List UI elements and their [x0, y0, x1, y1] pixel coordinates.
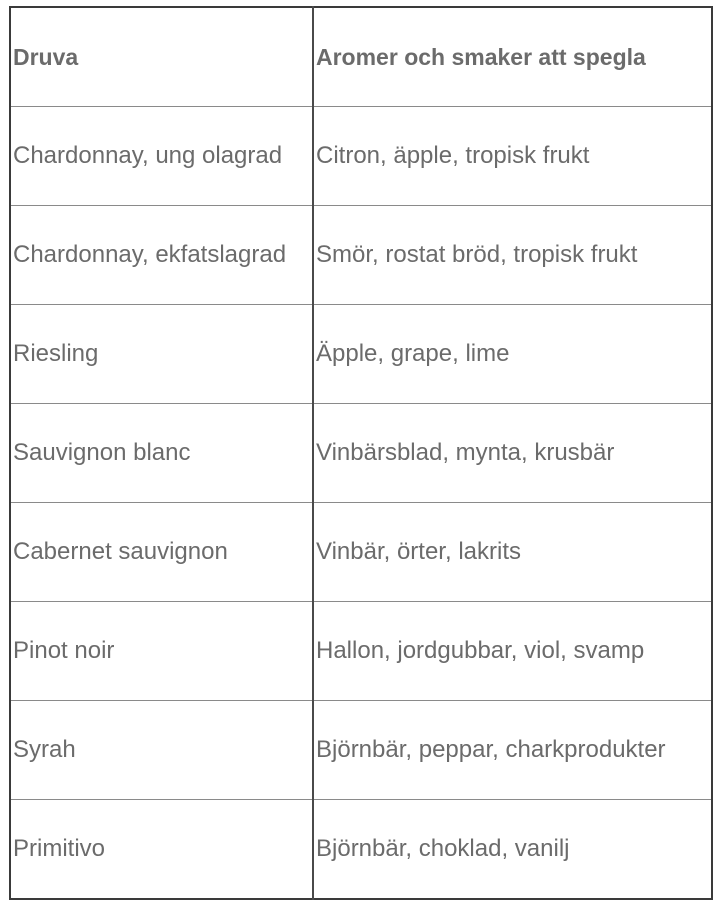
header-grape: Druva	[10, 7, 313, 107]
table-row	[10, 800, 712, 900]
grape-cell: Primitivo	[10, 800, 313, 900]
grape-cell: Chardonnay, ung olagrad	[10, 107, 313, 206]
header-aromas: Aromer och smaker att spegla	[313, 7, 712, 107]
grape-cell: Cabernet sauvignon	[10, 503, 313, 602]
grape-cell: Syrah	[10, 701, 313, 800]
grape-cell: Riesling	[10, 305, 313, 404]
aromas-cell: Vinbär, örter, lakrits	[313, 503, 712, 602]
grape-cell: Chardonnay, ekfatslagrad	[10, 206, 313, 305]
table-row	[10, 404, 712, 503]
table-header-row	[10, 7, 712, 107]
grape-cell: Sauvignon blanc	[10, 404, 313, 503]
table-row	[10, 107, 712, 206]
aromas-cell: Citron, äpple, tropisk frukt	[313, 107, 712, 206]
aromas-cell: Hallon, jordgubbar, viol, svamp	[313, 602, 712, 701]
aromas-cell: Björnbär, choklad, vanilj	[313, 800, 712, 900]
table-row	[10, 701, 712, 800]
table-row	[10, 503, 712, 602]
grape-aroma-table	[9, 6, 713, 900]
table-row	[10, 206, 712, 305]
grape-cell: Pinot noir	[10, 602, 313, 701]
aromas-cell: Björnbär, peppar, charkprodukter	[313, 701, 712, 800]
aromas-cell: Vinbärsblad, mynta, krusbär	[313, 404, 712, 503]
aromas-cell: Smör, rostat bröd, tropisk frukt	[313, 206, 712, 305]
aromas-cell: Äpple, grape, lime	[313, 305, 712, 404]
table-row	[10, 602, 712, 701]
table-row	[10, 305, 712, 404]
